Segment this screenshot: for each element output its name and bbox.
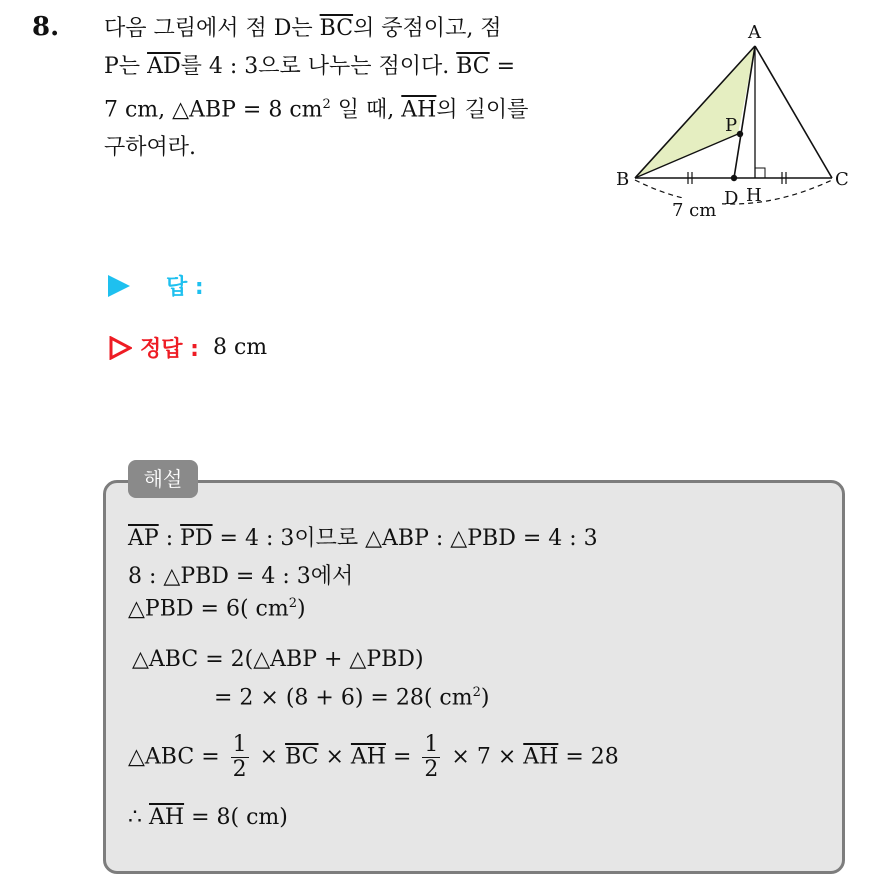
text: : [158, 526, 181, 551]
superscript: 2 [288, 596, 297, 611]
text: 다음 그림에서 점 D는 [104, 16, 320, 41]
segment-ah: $\overline{AH}$ [523, 744, 559, 770]
side-ac [755, 46, 832, 178]
therefore-symbol: ∴ [128, 805, 149, 830]
text: P는 [104, 54, 148, 79]
text: ) [296, 596, 306, 622]
text: 의 길이를 [436, 97, 529, 123]
solution-tag: 해설 [128, 460, 198, 498]
segment-bc: $\overline{BC}$ [456, 54, 490, 79]
triangle-figure [610, 18, 860, 228]
label-length: 7 cm [672, 200, 717, 221]
text: △PBD = 6( cm [128, 596, 289, 622]
solution-line-6 [128, 733, 619, 782]
correct-answer-value: 8 cm [212, 335, 268, 360]
segment-ad: $\overline{AD}$ [147, 54, 181, 79]
point-d-dot [731, 175, 737, 181]
question-line-3 [104, 86, 594, 129]
outline-triangle-icon [108, 336, 132, 360]
text: 일 때, [330, 97, 402, 123]
question-line-2 [104, 48, 594, 86]
label-p: P [725, 115, 738, 136]
segment-bc: $\overline{BC}$ [285, 744, 319, 770]
play-triangle-icon [108, 275, 130, 297]
label-c: C [835, 169, 849, 190]
solution-line-2: 8 : △PBD = 4 : 3에서 [128, 564, 354, 589]
solution-line-4: △ABC = 2(△ABP + △PBD) [132, 647, 424, 672]
segment-pd: $\overline{PD}$ [180, 526, 213, 551]
question-line-4: 구하여라. [104, 135, 197, 161]
text: 7 cm, △ABP = 8 cm [104, 97, 323, 123]
text: = [385, 744, 419, 770]
answer-label: 답 : [166, 275, 204, 300]
right-angle-mark [755, 168, 765, 178]
question-line-1 [104, 10, 594, 48]
numerator: 1 [232, 732, 247, 757]
question-number: 8. [32, 12, 60, 42]
label-b: B [616, 169, 630, 190]
text: ) [480, 685, 490, 711]
answer-row [108, 270, 204, 301]
text: = 4 : 3이므로 △ABP : △PBD = 4 : 3 [212, 526, 598, 551]
superscript: 2 [322, 97, 331, 112]
text: = 28 [558, 744, 619, 770]
denominator: 2 [232, 757, 247, 782]
segment-ap: $\overline{AP}$ [128, 526, 159, 551]
text: = 8( cm) [184, 805, 288, 830]
text: = [489, 54, 516, 79]
question-text [104, 10, 594, 167]
text: △ABC = [128, 744, 227, 770]
point-p-dot [737, 131, 743, 137]
segment-ah: $\overline{AH}$ [401, 97, 437, 123]
solution-line-5 [214, 685, 489, 710]
denominator: 2 [424, 757, 439, 782]
fraction-half [231, 733, 249, 782]
solution-box [103, 480, 845, 874]
text: × [252, 744, 286, 770]
solution-line-7 [128, 805, 288, 830]
superscript: 2 [472, 685, 481, 700]
label-a: A [748, 22, 761, 43]
segment-ah: $\overline{AH}$ [149, 805, 185, 830]
solution-line-1 [128, 521, 598, 552]
correct-answer-label: 정답 : [140, 337, 199, 362]
text: = 2 × (8 + 6) = 28( cm [214, 685, 473, 711]
label-h: H [746, 185, 762, 206]
numerator: 1 [424, 732, 439, 757]
correct-answer-row [108, 332, 267, 363]
text: 의 중점이고, 점 [353, 16, 502, 41]
label-d: D [724, 188, 739, 209]
text: × 7 × [444, 744, 524, 770]
text: × [318, 744, 351, 770]
fraction-half [422, 733, 440, 782]
segment-ah: $\overline{AH}$ [350, 744, 386, 770]
solution-line-3 [128, 596, 306, 621]
segment-bc: $\overline{BC}$ [319, 16, 354, 41]
text: 를 4 : 3으로 나누는 점이다. [180, 54, 457, 79]
